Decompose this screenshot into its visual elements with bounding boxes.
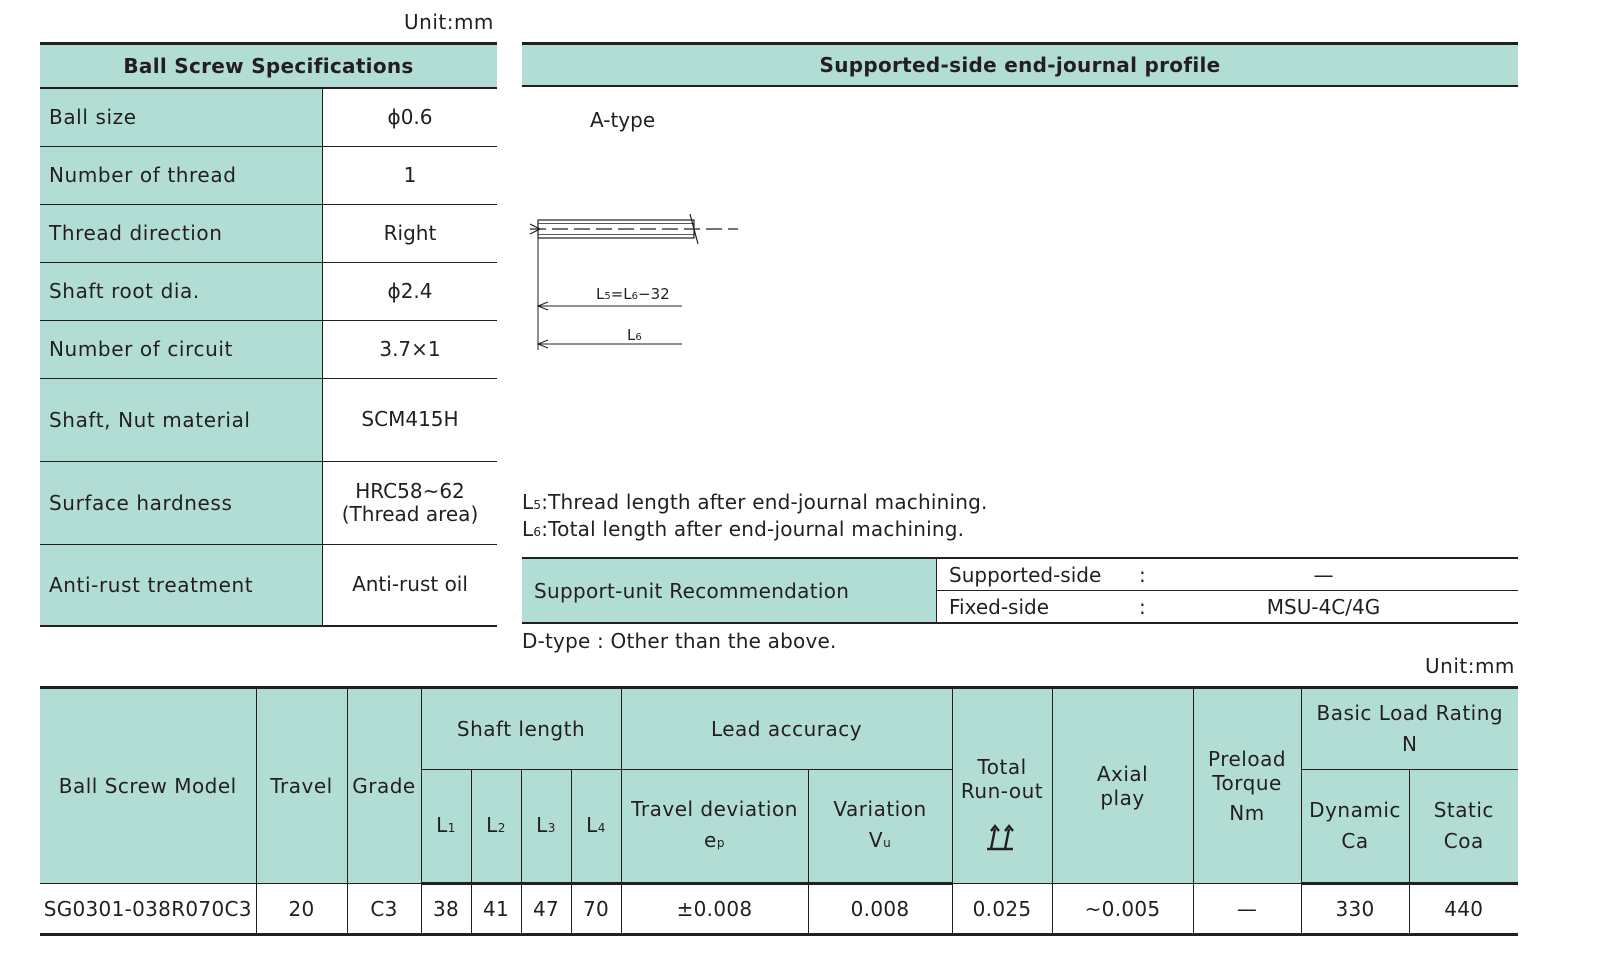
table-row: [40, 884, 1518, 935]
header-model: Ball Screw Model: [40, 688, 256, 884]
header-travel-deviation: Travel deviation ep: [621, 770, 808, 884]
spec-value: ϕ0.6: [323, 88, 498, 146]
spec-table-title: Ball Screw Specifications: [40, 44, 497, 89]
dim-label-l6: L6: [627, 326, 642, 344]
end-journal-drawing: [522, 200, 762, 360]
unit-label-bottom: Unit:mm: [1425, 654, 1515, 678]
spec-value: [323, 461, 498, 544]
header-l1: L1: [421, 770, 471, 884]
spec-label: Surface hardness: [40, 461, 323, 544]
spec-row: [40, 320, 497, 378]
support-colon: :: [1139, 591, 1189, 624]
note-l6: L6:Total length after end-journal machining.: [522, 517, 965, 541]
support-side-label: Fixed-side: [937, 591, 1140, 624]
cell-l4: 70: [571, 884, 621, 935]
spec-row: [40, 461, 497, 544]
spec-label: Thread direction: [40, 204, 323, 262]
cell-l1: 38: [421, 884, 471, 935]
header-total-runout: Total Run-out: [952, 688, 1052, 884]
spec-value: ϕ2.4: [323, 262, 498, 320]
spec-label: Number of circuit: [40, 320, 323, 378]
support-unit-table: [522, 557, 1518, 624]
total-runout-icon: [984, 821, 1020, 853]
header-basic-load-rating: Basic Load Rating N: [1301, 688, 1518, 770]
spec-table: [40, 42, 497, 627]
spec-value: SCM415H: [323, 378, 498, 461]
support-side-label: Supported-side: [937, 558, 1140, 591]
cell-preload: —: [1193, 884, 1301, 935]
model-spec-table: [40, 686, 1518, 936]
cell-axial-play: ~0.005: [1052, 884, 1193, 935]
spec-row: [40, 88, 497, 146]
unit-label-top: Unit:mm: [404, 10, 494, 34]
note-l5: L5:Thread length after end-journal machining.: [522, 490, 988, 514]
spec-label: Shaft root dia.: [40, 262, 323, 320]
header-l3: L3: [521, 770, 571, 884]
header-grade: Grade: [347, 688, 421, 884]
cell-static: 440: [1409, 884, 1518, 935]
header-variation: Variation Vu: [808, 770, 952, 884]
cell-model: SG0301-038R070C3: [40, 884, 256, 935]
spec-label: Shaft, Nut material: [40, 378, 323, 461]
support-unit-label: Support-unit Recommendation: [522, 558, 937, 623]
spec-value: 3.7×1: [323, 320, 498, 378]
header-static: Static Coa: [1409, 770, 1518, 884]
header-axial-play: Axial play: [1052, 688, 1193, 884]
cell-dynamic: 330: [1301, 884, 1409, 935]
cell-total-runout: 0.025: [952, 884, 1052, 935]
spec-row: [40, 204, 497, 262]
spec-row: [40, 378, 497, 461]
spec-row: [40, 544, 497, 626]
spec-label: Anti-rust treatment: [40, 544, 323, 626]
cell-travel-deviation: ±0.008: [621, 884, 808, 935]
header-lead-accuracy: Lead accuracy: [621, 688, 952, 770]
cell-grade: C3: [347, 884, 421, 935]
cell-l3: 47: [521, 884, 571, 935]
profile-header: Supported-side end-journal profile: [522, 42, 1518, 87]
header-l2: L2: [471, 770, 521, 884]
support-side-value: —: [1189, 558, 1518, 591]
spec-value-line2: (Thread area): [341, 501, 479, 526]
spec-value: Right: [323, 204, 498, 262]
header-l4: L4: [571, 770, 621, 884]
header-preload-torque: Preload Torque Nm: [1193, 688, 1301, 884]
cell-travel: 20: [256, 884, 347, 935]
spec-row: [40, 146, 497, 204]
profile-type-label: A-type: [590, 108, 656, 132]
spec-value: Anti-rust oil: [323, 544, 498, 626]
support-side-value: MSU-4C/4G: [1189, 591, 1518, 624]
support-colon: :: [1139, 558, 1189, 591]
spec-row: [40, 262, 497, 320]
dim-label-l5: L5=L6−32: [596, 285, 670, 303]
spec-value: 1: [323, 146, 498, 204]
spec-value-line1: HRC58~62: [355, 478, 465, 503]
spec-label: Number of thread: [40, 146, 323, 204]
header-travel: Travel: [256, 688, 347, 884]
cell-variation: 0.008: [808, 884, 952, 935]
spec-label: Ball size: [40, 88, 323, 146]
header-shaft-length: Shaft length: [421, 688, 621, 770]
header-dynamic: Dynamic Ca: [1301, 770, 1409, 884]
support-footnote: D-type : Other than the above.: [522, 629, 837, 653]
support-row: [522, 558, 1518, 591]
cell-l2: 41: [471, 884, 521, 935]
